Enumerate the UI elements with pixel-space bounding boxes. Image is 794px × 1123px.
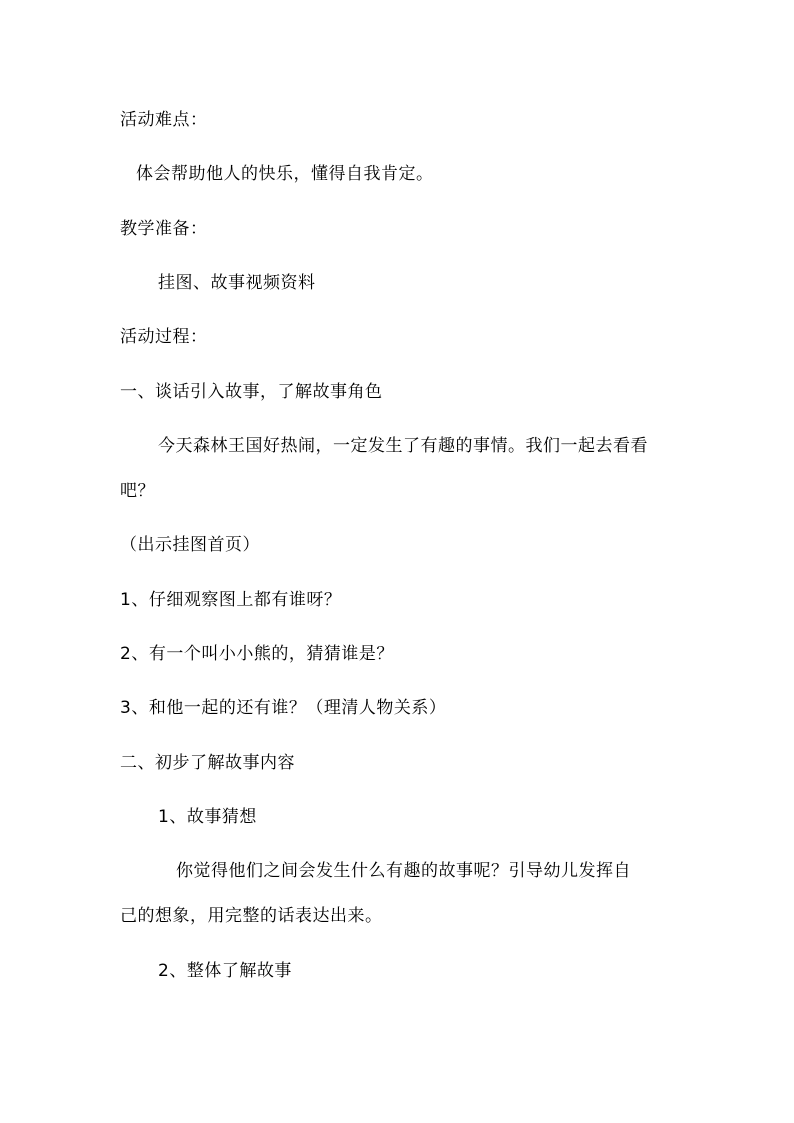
list-item-3: 3、和他一起的还有谁？（理清人物关系） <box>120 698 447 718</box>
paragraph-intro-line-2: 吧？ <box>120 481 155 501</box>
subheading-story-guess: 1、故事猜想 <box>158 807 257 827</box>
paragraph-intro-line-1: 今天森林王国好热闹，一定发生了有趣的事情。我们一起去看看 <box>158 436 648 456</box>
paragraph-show-picture: （出示挂图首页） <box>120 535 260 555</box>
paragraph-guess-line-2: 己的想象，用完整的话表达出来。 <box>120 906 383 926</box>
list-item-1: 1、仔细观察图上都有谁呀？ <box>120 590 342 610</box>
subheading-overall-story: 2、整体了解故事 <box>158 961 292 981</box>
list-item-2: 2、有一个叫小小熊的，猜猜谁是？ <box>120 644 394 664</box>
heading-teaching-preparation: 教学准备： <box>120 219 208 239</box>
heading-activity-difficulty: 活动难点： <box>120 110 208 130</box>
paragraph-guess-line-1: 你觉得他们之间会发生什么有趣的故事呢？引导幼儿发挥自 <box>176 861 631 881</box>
paragraph-difficulty-content: 体会帮助他人的快乐，懂得自我肯定。 <box>136 164 434 184</box>
heading-activity-process: 活动过程： <box>120 327 208 347</box>
section-heading-1: 一、谈话引入故事，了解故事角色 <box>120 382 383 402</box>
paragraph-preparation-content: 挂图、故事视频资料 <box>158 273 316 293</box>
section-heading-2: 二、初步了解故事内容 <box>120 753 295 773</box>
